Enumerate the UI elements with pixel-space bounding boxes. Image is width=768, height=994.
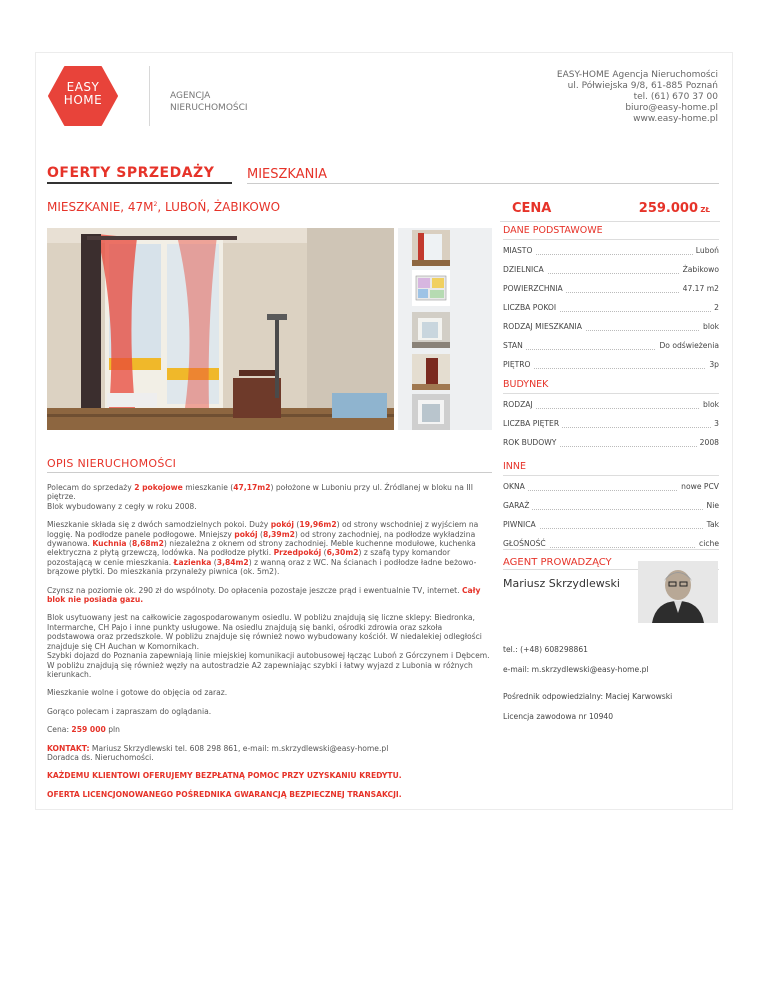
agent-name: Mariusz Skrzydlewski xyxy=(503,577,620,590)
agent-photo xyxy=(638,561,718,623)
detail-row-windows: OKNA nowe PCV xyxy=(503,482,719,491)
detail-row-city: MIASTO Luboń xyxy=(503,246,719,255)
description-paragraph: Blok usytuowany jest na całkowicie zagospodarowanym osiedlu. W pobliżu znajdują się liczne sklepy: Biedronka, Intermarche, CH Pajo i inne punkty usługowe. Na osiedlu znajdują się banki, ośrodki zdrowia oraz szkoła podstawowa oraz przedszkole. W pobliżu znajduje się również nowo wybudowany kościół. W niedalekiej odległości znajduje się CH Auchan w Komornikach. Szybki dojazd do Poznania zapewniają linie miejskiej komunikacji autobusowej łącząc Luboń z Górczynem i Dębcem. W pobliżu znajdują się również węzły na autostradzie A2 zapewniając szybki i łatwy wyjazd z Lubonia w różnych kierunkach. xyxy=(47,613,490,679)
contact-phone[interactable]: tel. (61) 670 37 00 xyxy=(633,92,718,102)
building-list xyxy=(503,394,719,451)
detail-row-year: ROK BUDOWY 2008 xyxy=(503,438,719,447)
agent-divider-top xyxy=(503,549,719,550)
easy-home-logo[interactable] xyxy=(48,65,118,127)
description-price: Cena: 259 000 pln xyxy=(47,725,120,735)
thumbnail-2-floorplan[interactable] xyxy=(412,270,450,306)
description-paragraph: Mieszkanie wolne i gotowe do objęcia od zaraz. xyxy=(47,688,228,698)
contact-address: ul. Półwiejska 9/8, 61-885 Poznań xyxy=(567,81,718,91)
description-contact: KONTAKT: Mariusz Skrzydlewski tel. 608 298 861, e-mail: m.skrzydlewski@easy-home.pl Doradca ds. Nieruchomości. xyxy=(47,743,389,762)
description-paragraph: Polecam do sprzedaży 2 pokojowe mieszkanie (47,17m2) położone w Luboniu przy ul. Źródlanej w bloku na III piętrze. Blok wybudowany z cegły w roku 2008. xyxy=(47,483,473,511)
building-title: BUDYNEK xyxy=(503,379,719,394)
detail-row-area: POWIERZCHNIA 47.17 m2 xyxy=(503,284,719,293)
agency-label: AGENCJA NIERUCHOMOŚCI xyxy=(170,91,248,113)
contact-company: EASY-HOME Agencja Nieruchomości xyxy=(556,70,718,80)
details-panel xyxy=(503,225,719,552)
property-title: MIESZKANIE, $47M^2$, LUBOŃ, ŻABIKOWO xyxy=(47,200,281,214)
agent-email[interactable]: e-mail: m.skrzydlewski@easy-home.pl xyxy=(503,665,649,674)
thumbnail-5[interactable] xyxy=(412,394,450,430)
section-subtitle: MIESZKANIA xyxy=(247,167,328,182)
contact-website[interactable]: www.easy-home.pl xyxy=(633,114,718,124)
detail-row-district: DZIELNICA Żabikowo xyxy=(503,265,719,274)
basic-data-list xyxy=(503,240,719,373)
detail-row-basement: PIWNICA Tak xyxy=(503,520,719,529)
agent-title: AGENT PROWADZĄCY xyxy=(503,557,612,568)
section-title: OFERTY SPRZEDAŻY xyxy=(47,165,215,181)
basic-data-title: DANE PODSTAWOWE xyxy=(503,225,719,240)
logo-text: EASY HOME xyxy=(63,80,103,107)
description-paragraph: Czynsz na poziomie ok. 290 zł do wspólnoty. Do opłacenia pozostaje jeszcze prąd i ewentualnie TV, internet. Cały blok nie posiada gazu. xyxy=(47,585,481,605)
detail-row-type: RODZAJ MIESZKANIA blok xyxy=(503,322,719,331)
detail-row-floors: LICZBA PIĘTER 3 xyxy=(503,419,719,428)
price-box xyxy=(500,199,720,222)
detail-row-condition: STAN Do odświeżenia xyxy=(503,341,719,350)
price-label: CENA xyxy=(512,201,552,216)
responsible-broker: Pośrednik odpowiedzialny: Maciej Karwowski xyxy=(503,692,673,701)
section-title-underline xyxy=(47,182,232,184)
contact-block xyxy=(557,70,718,125)
thumbnail-1[interactable] xyxy=(412,230,450,266)
main-property-photo[interactable] xyxy=(47,228,394,430)
description-body xyxy=(47,483,492,808)
detail-row-building-type: RODZAJ blok xyxy=(503,400,719,409)
thumbnail-3[interactable] xyxy=(412,312,450,348)
thumbnail-4[interactable] xyxy=(412,354,450,390)
description-title-underline xyxy=(47,472,492,473)
contact-email[interactable]: biuro@easy-home.pl xyxy=(625,103,718,113)
other-title: INNE xyxy=(503,461,719,476)
detail-row-noise: GŁOŚNOŚĆ ciche xyxy=(503,539,719,548)
description-paragraph: Mieszkanie składa się z dwóch samodzielnych pokoi. Duży pokój (19,96m2) od strony wschodniej z wyjściem na loggię. Na podłodze panele podłogowe. Mniejszy pokój (8,39m2) od strony zachodniej, na podłodze wykładzina dywanowa. Kuchnia (8,68m2) niezależna z oknem od strony zachodniej. Meble kuchenne modułowe, kuchenka elektryczna z płytą grzewczą, lodówka. Na podłodze płytki. Przedpokój (6,30m2) z szafą typy komandor pozostającą w cenie mieszkania. Łazienka (3,84m2) z wanną oraz z WC. Na ścianach i podłodze ładne beżowo-brązowe płytki. Do mieszkania przynależy piwnica (ok. 5m2). xyxy=(47,520,479,577)
license-number: Licencja zawodowa nr 10940 xyxy=(503,712,614,721)
license-notice: OFERTA LICENCJONOWANEGO POŚREDNIKA GWARANCJĄ BEZPIECZNEJ TRANSAKCJI. xyxy=(47,789,402,799)
detail-row-rooms: LICZBA POKOI 2 xyxy=(503,303,719,312)
price-value: 259.000 xyxy=(638,201,698,216)
detail-row-garage: GARAŻ Nie xyxy=(503,501,719,510)
description-paragraph: Gorąco polecam i zapraszam do oglądania. xyxy=(47,706,212,716)
detail-row-floor: PIĘTRO 3p xyxy=(503,360,719,369)
agent-phone[interactable]: tel.: (+48) 608298861 xyxy=(503,645,588,654)
agent-info xyxy=(503,645,672,732)
price-currency: ZŁ xyxy=(700,206,710,214)
section-subtitle-underline xyxy=(247,183,719,184)
logo-divider xyxy=(149,66,150,126)
other-list xyxy=(503,476,719,552)
description-title: OPIS NIERUCHOMOŚCI xyxy=(47,457,177,470)
thumbnail-gallery xyxy=(398,228,492,430)
credit-notice: KAŻDEMU KLIENTOWI OFERUJEMY BEZPŁATNĄ POMOC PRZY UZYSKANIU KREDYTU. xyxy=(47,771,402,781)
